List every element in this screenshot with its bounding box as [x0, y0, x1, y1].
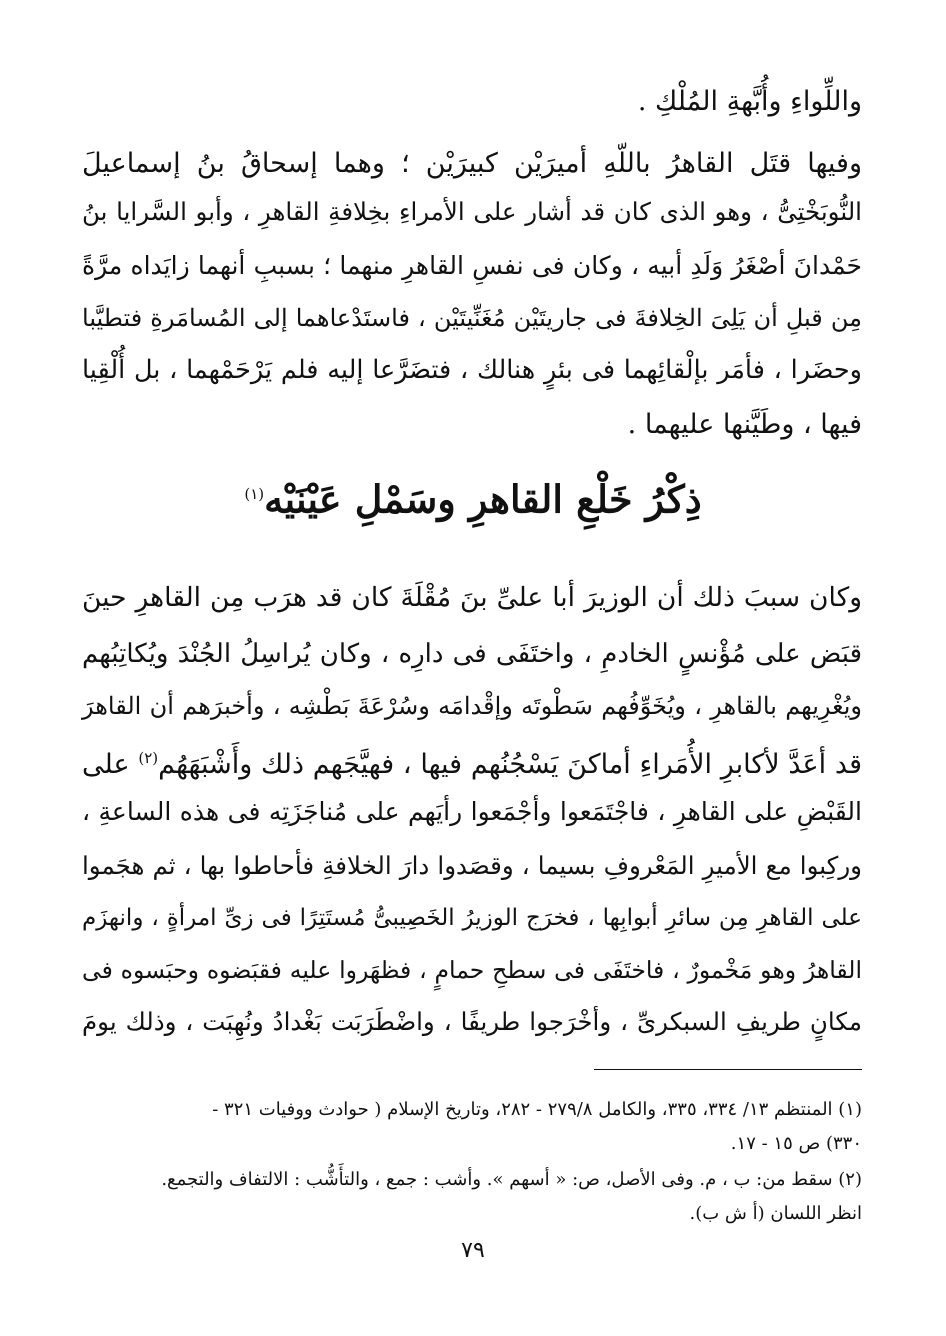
- paragraph-3-line-2: قبَض على مُؤْنسٍ الخادمِ ، واختَفَى فى دارِه ، وكان يُراسِلُ الجُنْدَ ويُكاتِبُهم: [82, 639, 862, 669]
- paragraph-3-line-4-text: قد أعَدَّ لأكابرِ الأُمَراءِ أماكنَ يَسْجُنُهم فيها ، فهيَّجَهم ذلك وأَشْبَهَهُم: [158, 749, 862, 780]
- paragraph-2-line-4: مِن قبلِ أن يَلِىَ الخِلافةَ فى جاريتَيْن مُغَنِّيتَيْن ، فاستَدْعاهما إلى المُسامَرةِ فتطيَّبا: [82, 304, 862, 332]
- paragraph-3-line-8: القاهرُ وهو مَخْمورٌ ، فاختَفَى فى سطحِ حمامٍ ، فظهَروا عليه فقبَضوه وحبَسوه فى: [82, 956, 862, 984]
- footnote-2-marker: (٢): [138, 749, 159, 767]
- paragraph-2-line-3: حَمْدانَ أصْغَرُ وَلَدِ أبيه ، وكان فى نفسِ القاهرِ منهما ؛ بسببِ أنهما زايَداه مرَّةً: [82, 251, 862, 280]
- footnote-1-line-2: ٣٣٠) ص ١٥ - ١٧.: [730, 1133, 862, 1154]
- paragraph-3-line-6: وركِبوا مع الأميرِ المَعْروفِ بسيما ، وقصَدوا دارَ الخلافةِ فأحاطوا بها ، ثم هجَموا: [82, 851, 862, 880]
- paragraph-3-line-1: وكان سببَ ذلك أن الوزيرَ أبا علىِّ بنَ مُقْلَةَ كان قد هرَب مِن القاهرِ حينَ: [82, 582, 862, 613]
- paragraph-3-line-4: [82, 738, 862, 785]
- footnote-2-line-2: انظر اللسان (أ ش ب).: [689, 1203, 862, 1224]
- paragraph-2-line-2: النُّوبَخْتِىُّ ، وهو الذى كان قد أشار على الأمراءِ بخِلافةِ القاهرِ ، وأبو السَّرايا بنُ: [82, 197, 862, 226]
- heading-note-marker: (١): [244, 485, 265, 503]
- footnote-separator: [594, 1069, 862, 1070]
- paragraph-3-line-3: ويُغْرِيهم بالقاهرِ ، ويُخَوِّفُهم سَطْوتَه وإقْدامَه وسُرْعَةَ بَطْشِه ، وأخبرَهم أن القاهرَ: [82, 692, 862, 720]
- section-heading-text: ذِكْرُ خَلْعِ القاهرِ وسَمْلِ عَيْنَيْه: [264, 476, 702, 522]
- section-heading: [0, 466, 946, 528]
- page-number: ٧٩: [461, 1238, 485, 1263]
- paragraph-1-line-1: واللِّواءِ وأُبَّهةِ المُلْكِ .: [637, 86, 862, 117]
- paragraph-3-line-7: على القاهرِ مِن سائرِ أبوابِها ، فخرَج الوزيرُ الخَصِيبىُّ مُستَتِرًا فى زىِّ امرأةٍ ، وانهزَم: [82, 905, 862, 931]
- paragraph-3-line-5: القَبْضِ على القاهرِ ، فاجْتَمَعوا وأجْمَعوا رأيَهم على مُناجَزَتِه فى هذه الساعةِ ،: [82, 797, 862, 826]
- footnote-1-line-1: (١) المنتظم ١٣/ ٣٣٤، ٣٣٥، والكامل ٢٧٩/٨ - ٢٨٢، وتاريخ الإسلام ( حوادث ووفيات ٣٢١ -: [212, 1099, 862, 1120]
- paragraph-2-line-6: فيها ، وطَيَّنها عليهما .: [627, 409, 862, 440]
- paragraph-3-line-9: مكانٍ طريفِ السبكرىِّ ، وأخْرَجوا طريفًا ، واضْطَرَبَت بَغْدادُ ونُهِبَت ، وذلك يومَ: [82, 1007, 862, 1036]
- paragraph-3-line-4-tail: على: [82, 749, 130, 780]
- footnote-2-line-1: (٢) سقط من: ب ، م. وفى الأصل، ص: « أسهم ». وأشب : جمع ، والتأَشُّب : الالتفاف والتجمع.: [161, 1169, 862, 1190]
- paragraph-2-line-1: وفيها قتَل القاهرُ باللّهِ أميرَيْن كبيرَيْن ؛ وهما إسحاقُ بنُ إسماعيلَ: [82, 148, 862, 179]
- paragraph-2-line-5: وحضَرا ، فأمَر بإلْقائِهما فى بئرٍ هنالك ، فتضَرَّعا إليه فلم يَرْحَمْهما ، بل أُلْقِيا: [82, 355, 862, 385]
